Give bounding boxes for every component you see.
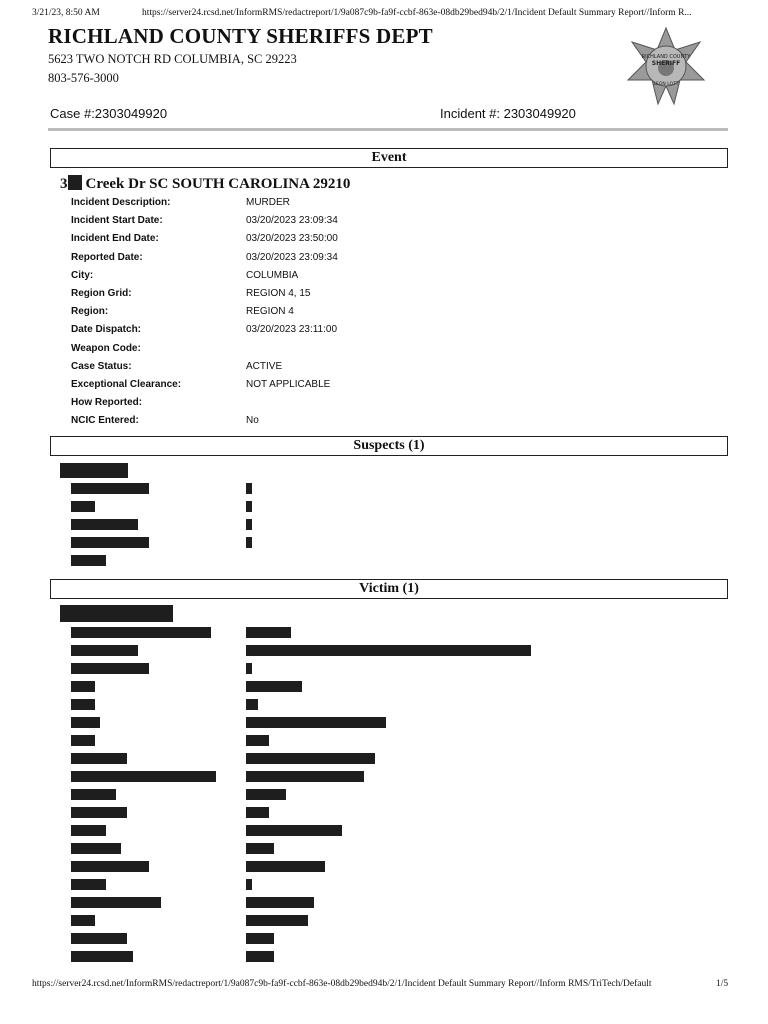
redaction-block <box>246 915 308 926</box>
redaction-block <box>246 483 252 494</box>
redaction-block <box>60 605 173 622</box>
field-value: MURDER <box>246 197 290 208</box>
field-label: Incident Description: <box>71 197 171 208</box>
field-label: Region Grid: <box>71 288 132 299</box>
redaction-block <box>246 771 364 782</box>
field-label: Date Dispatch: <box>71 324 142 336</box>
redaction-block <box>71 807 127 818</box>
redaction-block <box>246 645 531 656</box>
field-value: REGION 4, 15 <box>246 288 311 299</box>
field-label: Region: <box>71 306 109 318</box>
redaction-block <box>246 933 274 944</box>
redaction-block <box>71 771 216 782</box>
field-label: Incident Start Date: <box>71 215 163 227</box>
badge-text-mid: SHERIFF <box>651 60 681 67</box>
redaction-block <box>68 175 82 190</box>
section-event-header: Event <box>50 148 728 168</box>
redaction-block <box>71 681 95 692</box>
redaction-block <box>246 519 252 530</box>
field-label: Case Status: <box>71 360 132 372</box>
field-value: NOT APPLICABLE <box>246 379 331 390</box>
section-suspects-header: Suspects (1) <box>50 436 728 456</box>
location-text: Creek Dr SC SOUTH CAROLINA 29210 <box>85 176 351 192</box>
redaction-block <box>246 537 252 548</box>
field-label: NCIC Entered: <box>71 415 139 427</box>
redaction-block <box>71 915 95 926</box>
badge-text-bottom: LEON LOTT <box>653 82 679 87</box>
redaction-block <box>246 627 291 638</box>
field-label: Exceptional Clearance: <box>71 379 182 390</box>
field-label: How Reported: <box>71 397 143 409</box>
redaction-block <box>246 681 302 692</box>
event-location <box>60 175 350 193</box>
field-value: 03/20/2023 23:11:00 <box>246 324 338 336</box>
field-value: No <box>246 415 259 427</box>
redaction-block <box>71 879 106 890</box>
redaction-block <box>246 663 252 674</box>
redaction-block <box>246 861 325 872</box>
redaction-block <box>246 789 286 800</box>
redaction-block <box>71 897 161 908</box>
redaction-block <box>246 879 252 890</box>
redaction-block <box>71 519 138 530</box>
redaction-block <box>71 753 127 764</box>
print-url: https://server24.rcsd.net/InformRMS/redactreport/1/9a087c9b-fa9f-ccbf-863e-08db29bed94b/2/1/Incident Default Summary Report//Inform R... <box>142 8 692 18</box>
sheriff-badge-logo <box>624 24 708 108</box>
redaction-block <box>246 807 269 818</box>
print-datetime: 3/21/23, 8:50 AM <box>32 8 100 18</box>
redaction-block <box>71 555 106 566</box>
agency-phone: 803-576-3000 <box>48 71 119 85</box>
redaction-block <box>246 843 274 854</box>
redaction-block <box>71 717 100 728</box>
field-value: REGION 4 <box>246 306 294 318</box>
page-number: 1/5 <box>716 979 729 989</box>
redaction-block <box>71 645 138 656</box>
redaction-block <box>71 735 95 746</box>
redaction-block <box>246 753 375 764</box>
field-label: Reported Date: <box>71 251 143 263</box>
footer-url: https://server24.rcsd.net/InformRMS/redactreport/1/9a087c9b-fa9f-ccbf-863e-08db29bed94b/2/1/Incident Default Summary Report//Inform RMS/TriTech/Default <box>32 979 652 989</box>
redaction-block <box>71 537 149 548</box>
field-value: 03/20/2023 23:09:34 <box>246 215 338 227</box>
redaction-block <box>60 463 128 478</box>
section-victim-header: Victim (1) <box>50 579 728 599</box>
redaction-block <box>71 663 149 674</box>
redaction-block <box>246 897 314 908</box>
redaction-block <box>246 501 252 512</box>
redaction-block <box>71 825 106 836</box>
field-label: Incident End Date: <box>71 233 159 245</box>
redaction-block <box>71 861 149 872</box>
field-value: 03/20/2023 23:50:00 <box>246 233 338 245</box>
redaction-block <box>71 627 211 638</box>
redaction-block <box>71 951 133 962</box>
redaction-block <box>71 483 149 494</box>
incident-number: Incident #: 2303049920 <box>440 106 576 121</box>
redaction-block <box>246 735 269 746</box>
field-value: 03/20/2023 23:09:34 <box>246 251 338 263</box>
case-number: Case #:2303049920 <box>50 106 168 121</box>
field-value: COLUMBIA <box>246 269 299 281</box>
agency-name: RICHLAND COUNTY SHERIFFS DEPT <box>48 24 433 48</box>
agency-address: 5623 TWO NOTCH RD COLUMBIA, SC 29223 <box>48 52 297 66</box>
redaction-block <box>246 717 386 728</box>
header-rule <box>48 128 728 131</box>
location-prefix: 3 <box>60 176 68 192</box>
redaction-block <box>246 951 274 962</box>
redaction-block <box>71 789 116 800</box>
redaction-block <box>71 699 95 710</box>
redaction-block <box>246 699 258 710</box>
redaction-block <box>71 843 121 854</box>
field-label: City: <box>71 269 94 281</box>
redaction-block <box>246 825 342 836</box>
field-value: ACTIVE <box>246 360 283 372</box>
redaction-block <box>71 933 127 944</box>
field-label: Weapon Code: <box>71 342 141 354</box>
badge-text-top: RICHLAND COUNTY <box>641 54 691 60</box>
redaction-block <box>71 501 95 512</box>
